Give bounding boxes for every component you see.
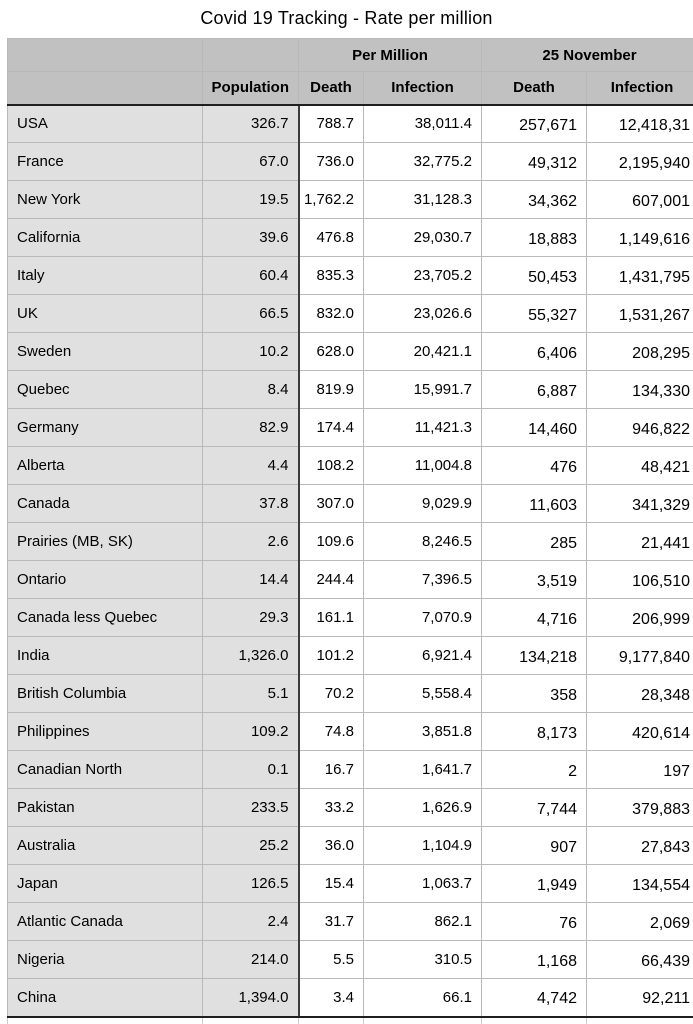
col-header-death-per-million[interactable]: Death xyxy=(299,72,364,105)
table-row xyxy=(8,257,693,295)
death-per-million-cell[interactable]: 31.7 xyxy=(299,903,364,941)
infection-total-cell[interactable]: 21,441 xyxy=(587,523,693,561)
row-label-cell[interactable]: India xyxy=(8,637,203,675)
population-cell[interactable]: 39.6 xyxy=(203,219,299,257)
population-cell[interactable]: 66.5 xyxy=(203,295,299,333)
row-label-cell[interactable]: Quebec xyxy=(8,371,203,409)
death-per-million-cell[interactable]: 819.9 xyxy=(299,371,364,409)
table-row xyxy=(8,447,693,485)
death-total-cell[interactable]: 257,671 xyxy=(482,105,587,143)
population-cell[interactable]: 67.0 xyxy=(203,143,299,181)
table-row xyxy=(8,675,693,713)
table-row xyxy=(8,181,693,219)
infection-per-million-cell[interactable]: 11,421.3 xyxy=(364,409,482,447)
death-total-cell[interactable]: 14,460 xyxy=(482,409,587,447)
infection-total-cell[interactable]: 12,418,31 xyxy=(587,105,693,143)
death-per-million-cell[interactable]: 109.6 xyxy=(299,523,364,561)
death-total-cell[interactable]: 907 xyxy=(482,827,587,865)
infection-total-cell[interactable]: 379,883 xyxy=(587,789,693,827)
row-label-cell[interactable]: Alberta xyxy=(8,447,203,485)
death-total-cell[interactable]: 7,744 xyxy=(482,789,587,827)
death-per-million-cell[interactable]: 3.4 xyxy=(299,979,364,1017)
infection-per-million-cell[interactable]: 66.1 xyxy=(364,979,482,1017)
infection-per-million-cell[interactable]: 310.5 xyxy=(364,941,482,979)
col-header-death-total[interactable]: Death xyxy=(482,72,587,105)
infection-total-cell[interactable]: 1,531,267 xyxy=(587,295,693,333)
population-cell[interactable]: 29.3 xyxy=(203,599,299,637)
death-per-million-cell[interactable]: 832.0 xyxy=(299,295,364,333)
empty-cell[interactable] xyxy=(364,1017,482,1024)
infection-per-million-cell[interactable]: 9,029.9 xyxy=(364,485,482,523)
infection-total-cell[interactable]: 28,348 xyxy=(587,675,693,713)
table-row xyxy=(8,637,693,675)
population-cell[interactable]: 19.5 xyxy=(203,181,299,219)
row-label-cell[interactable]: Atlantic Canada xyxy=(8,903,203,941)
death-total-cell[interactable]: 4,742 xyxy=(482,979,587,1017)
infection-total-cell[interactable]: 66,439 xyxy=(587,941,693,979)
empty-cell[interactable] xyxy=(587,1017,693,1024)
infection-total-cell[interactable]: 1,431,795 xyxy=(587,257,693,295)
infection-total-cell[interactable]: 420,614 xyxy=(587,713,693,751)
row-label-cell[interactable]: California xyxy=(8,219,203,257)
infection-per-million-cell[interactable]: 1,063.7 xyxy=(364,865,482,903)
row-label-cell[interactable]: Japan xyxy=(8,865,203,903)
infection-per-million-cell[interactable]: 11,004.8 xyxy=(364,447,482,485)
infection-total-cell[interactable]: 607,001 xyxy=(587,181,693,219)
population-cell[interactable]: 8.4 xyxy=(203,371,299,409)
infection-per-million-cell[interactable]: 15,991.7 xyxy=(364,371,482,409)
column-header-row xyxy=(8,72,693,105)
row-label-cell[interactable]: Australia xyxy=(8,827,203,865)
infection-per-million-cell[interactable]: 7,396.5 xyxy=(364,561,482,599)
population-cell[interactable]: 2.6 xyxy=(203,523,299,561)
infection-total-cell[interactable]: 1,149,616 xyxy=(587,219,693,257)
infection-per-million-cell[interactable]: 32,775.2 xyxy=(364,143,482,181)
death-per-million-cell[interactable]: 74.8 xyxy=(299,713,364,751)
death-per-million-cell[interactable]: 476.8 xyxy=(299,219,364,257)
death-per-million-cell[interactable]: 16.7 xyxy=(299,751,364,789)
table-header xyxy=(8,39,693,105)
col-header-population[interactable]: Population xyxy=(203,72,299,105)
row-label-cell[interactable]: Sweden xyxy=(8,333,203,371)
group-header-row xyxy=(8,39,693,72)
row-label-cell[interactable]: France xyxy=(8,143,203,181)
table-row xyxy=(8,105,693,143)
table-row xyxy=(8,523,693,561)
infection-per-million-cell[interactable]: 29,030.7 xyxy=(364,219,482,257)
infection-total-cell[interactable]: 9,177,840 xyxy=(587,637,693,675)
empty-cell[interactable] xyxy=(203,1017,299,1024)
infection-total-cell[interactable]: 27,843 xyxy=(587,827,693,865)
population-cell[interactable]: 214.0 xyxy=(203,941,299,979)
death-per-million-cell[interactable]: 307.0 xyxy=(299,485,364,523)
infection-per-million-cell[interactable]: 23,026.6 xyxy=(364,295,482,333)
infection-total-cell[interactable]: 341,329 xyxy=(587,485,693,523)
infection-per-million-cell[interactable]: 23,705.2 xyxy=(364,257,482,295)
table-row xyxy=(8,903,693,941)
row-label-cell[interactable]: Prairies (MB, SK) xyxy=(8,523,203,561)
population-cell[interactable]: 82.9 xyxy=(203,409,299,447)
death-per-million-cell[interactable]: 101.2 xyxy=(299,637,364,675)
death-total-cell[interactable]: 49,312 xyxy=(482,143,587,181)
row-label-cell[interactable]: New York xyxy=(8,181,203,219)
death-total-cell[interactable]: 6,887 xyxy=(482,371,587,409)
death-total-cell[interactable]: 1,168 xyxy=(482,941,587,979)
population-cell[interactable]: 126.5 xyxy=(203,865,299,903)
death-per-million-cell[interactable]: 161.1 xyxy=(299,599,364,637)
death-per-million-cell[interactable]: 835.3 xyxy=(299,257,364,295)
row-label-cell[interactable]: Canada xyxy=(8,485,203,523)
population-cell[interactable]: 109.2 xyxy=(203,713,299,751)
population-cell[interactable]: 1,394.0 xyxy=(203,979,299,1017)
infection-total-cell[interactable]: 206,999 xyxy=(587,599,693,637)
table-row xyxy=(8,865,693,903)
table-row xyxy=(8,979,693,1017)
infection-per-million-cell[interactable]: 6,921.4 xyxy=(364,637,482,675)
death-total-cell[interactable]: 285 xyxy=(482,523,587,561)
death-per-million-cell[interactable]: 36.0 xyxy=(299,827,364,865)
death-total-cell[interactable]: 1,949 xyxy=(482,865,587,903)
infection-total-cell[interactable]: 134,330 xyxy=(587,371,693,409)
infection-total-cell[interactable]: 106,510 xyxy=(587,561,693,599)
death-total-cell[interactable]: 18,883 xyxy=(482,219,587,257)
infection-total-cell[interactable]: 48,421 xyxy=(587,447,693,485)
table-row xyxy=(8,941,693,979)
infection-per-million-cell[interactable]: 20,421.1 xyxy=(364,333,482,371)
corner-cell[interactable] xyxy=(8,39,203,72)
page-title: Covid 19 Tracking - Rate per million xyxy=(200,8,493,28)
row-label-cell[interactable]: Pakistan xyxy=(8,789,203,827)
death-total-cell[interactable]: 55,327 xyxy=(482,295,587,333)
population-cell[interactable]: 60.4 xyxy=(203,257,299,295)
population-cell[interactable]: 4.4 xyxy=(203,447,299,485)
infection-per-million-cell[interactable]: 862.1 xyxy=(364,903,482,941)
infection-total-cell[interactable]: 2,195,940 xyxy=(587,143,693,181)
row-label-cell[interactable]: China xyxy=(8,979,203,1017)
infection-total-cell[interactable]: 134,554 xyxy=(587,865,693,903)
death-per-million-cell[interactable]: 1,762.2 xyxy=(299,181,364,219)
covid-table xyxy=(7,38,693,1024)
col-group-per-million[interactable]: Per Million xyxy=(299,39,482,72)
infection-per-million-cell[interactable]: 8,246.5 xyxy=(364,523,482,561)
table-row xyxy=(8,561,693,599)
infection-total-cell[interactable]: 2,069 xyxy=(587,903,693,941)
infection-total-cell[interactable]: 197 xyxy=(587,751,693,789)
death-total-cell[interactable]: 3,519 xyxy=(482,561,587,599)
table-row xyxy=(8,219,693,257)
table-row xyxy=(8,409,693,447)
empty-cell[interactable] xyxy=(8,1017,203,1024)
death-per-million-cell[interactable]: 174.4 xyxy=(299,409,364,447)
row-label-header-cell[interactable] xyxy=(8,72,203,105)
table-row xyxy=(8,713,693,751)
death-per-million-cell[interactable]: 736.0 xyxy=(299,143,364,181)
infection-total-cell[interactable]: 208,295 xyxy=(587,333,693,371)
infection-per-million-cell[interactable]: 7,070.9 xyxy=(364,599,482,637)
table-row xyxy=(8,295,693,333)
infection-per-million-cell[interactable]: 5,558.4 xyxy=(364,675,482,713)
population-cell[interactable]: 5.1 xyxy=(203,675,299,713)
population-cell[interactable]: 326.7 xyxy=(203,105,299,143)
death-total-cell[interactable]: 50,453 xyxy=(482,257,587,295)
row-label-cell[interactable]: Ontario xyxy=(8,561,203,599)
table-row xyxy=(8,485,693,523)
col-group-25-november[interactable]: 25 November xyxy=(482,39,693,72)
infection-per-million-cell[interactable]: 1,641.7 xyxy=(364,751,482,789)
population-cell[interactable]: 0.1 xyxy=(203,751,299,789)
row-label-cell[interactable]: USA xyxy=(8,105,203,143)
death-total-cell[interactable]: 11,603 xyxy=(482,485,587,523)
death-total-cell[interactable]: 476 xyxy=(482,447,587,485)
death-per-million-cell[interactable]: 108.2 xyxy=(299,447,364,485)
infection-total-cell[interactable]: 946,822 xyxy=(587,409,693,447)
row-label-cell[interactable]: Germany xyxy=(8,409,203,447)
population-cell[interactable]: 14.4 xyxy=(203,561,299,599)
table-row xyxy=(8,333,693,371)
infection-per-million-cell[interactable]: 31,128.3 xyxy=(364,181,482,219)
death-total-cell[interactable]: 134,218 xyxy=(482,637,587,675)
death-per-million-cell[interactable]: 33.2 xyxy=(299,789,364,827)
population-cell[interactable]: 1,326.0 xyxy=(203,637,299,675)
death-per-million-cell[interactable]: 244.4 xyxy=(299,561,364,599)
death-per-million-cell[interactable]: 15.4 xyxy=(299,865,364,903)
row-label-cell[interactable]: Italy xyxy=(8,257,203,295)
col-header-infection-total[interactable]: Infection xyxy=(587,72,693,105)
table-row xyxy=(8,751,693,789)
row-label-cell[interactable]: Nigeria xyxy=(8,941,203,979)
covid-table-wrapper xyxy=(7,38,693,1024)
death-total-cell[interactable]: 8,173 xyxy=(482,713,587,751)
death-total-cell[interactable]: 34,362 xyxy=(482,181,587,219)
partial-next-row xyxy=(8,1017,693,1024)
population-cell[interactable]: 233.5 xyxy=(203,789,299,827)
infection-per-million-cell[interactable]: 38,011.4 xyxy=(364,105,482,143)
population-cell[interactable]: 25.2 xyxy=(203,827,299,865)
row-label-cell[interactable]: Philippines xyxy=(8,713,203,751)
table-row xyxy=(8,789,693,827)
population-cell[interactable]: 10.2 xyxy=(203,333,299,371)
death-total-cell[interactable]: 76 xyxy=(482,903,587,941)
col-header-infection-per-million[interactable]: Infection xyxy=(364,72,482,105)
population-cell[interactable]: 37.8 xyxy=(203,485,299,523)
table-row xyxy=(8,827,693,865)
death-per-million-cell[interactable]: 5.5 xyxy=(299,941,364,979)
infection-per-million-cell[interactable]: 3,851.8 xyxy=(364,713,482,751)
table-body xyxy=(8,105,693,1024)
table-row xyxy=(8,599,693,637)
table-row xyxy=(8,371,693,409)
empty-cell[interactable] xyxy=(482,1017,587,1024)
death-per-million-cell[interactable]: 70.2 xyxy=(299,675,364,713)
death-per-million-cell[interactable]: 628.0 xyxy=(299,333,364,371)
death-total-cell[interactable]: 358 xyxy=(482,675,587,713)
death-per-million-cell[interactable]: 788.7 xyxy=(299,105,364,143)
row-label-cell[interactable]: British Columbia xyxy=(8,675,203,713)
empty-cell[interactable] xyxy=(299,1017,364,1024)
row-label-cell[interactable]: Canadian North xyxy=(8,751,203,789)
death-total-cell[interactable]: 2 xyxy=(482,751,587,789)
infection-per-million-cell[interactable]: 1,104.9 xyxy=(364,827,482,865)
death-total-cell[interactable]: 6,406 xyxy=(482,333,587,371)
row-label-cell[interactable]: Canada less Quebec xyxy=(8,599,203,637)
infection-total-cell[interactable]: 92,211 xyxy=(587,979,693,1017)
infection-per-million-cell[interactable]: 1,626.9 xyxy=(364,789,482,827)
death-total-cell[interactable]: 4,716 xyxy=(482,599,587,637)
row-label-cell[interactable]: UK xyxy=(8,295,203,333)
table-row xyxy=(8,143,693,181)
population-cell[interactable]: 2.4 xyxy=(203,903,299,941)
population-group-cell[interactable] xyxy=(203,39,299,72)
